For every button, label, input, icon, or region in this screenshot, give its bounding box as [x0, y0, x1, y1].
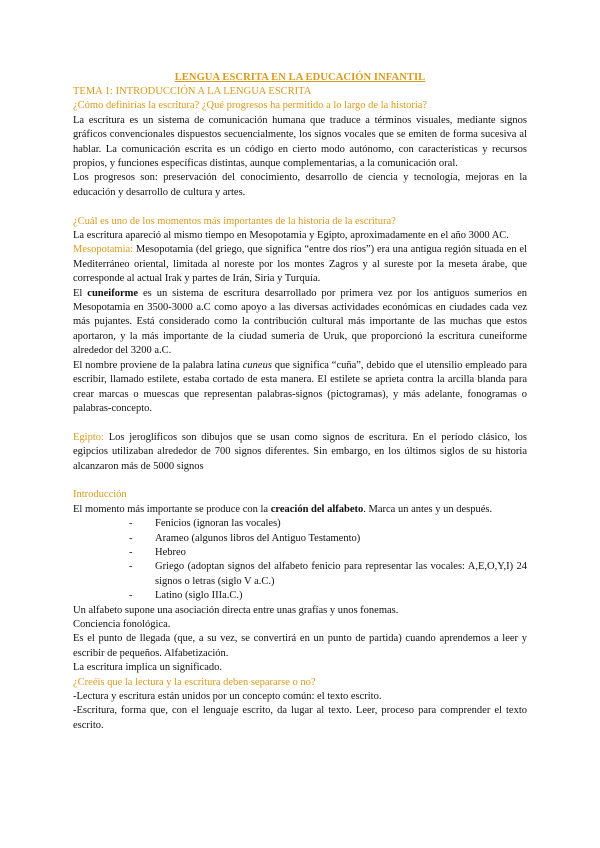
alphabet-term: creación del alfabeto	[270, 503, 364, 515]
paragraph-writing: -Escritura, forma que, con el lenguaje escrito, da lugar al texto. Leer, proceso para comprender el texto escrito.	[73, 705, 527, 731]
paragraph-reading: -Lectura y escritura están unidos por un concepto común: el texto escrito.	[73, 691, 382, 703]
intro-heading: Introducción	[73, 489, 127, 501]
paragraph-definition: La escritura es un sistema de comunicación humana que traduce a términos visuales, mediante signos gráficos convencionales dispuestos secuencialmente, los signos vocales que se emiten de forma sucesiva al hablar. La comunicación escrita es un código en cierto modo autónomo, con características y recursos propios, y funciones específicas distintas, aunque complementarias, a la comunicación oral.	[73, 114, 527, 170]
list-item: - Griego (adoptan signos del alfabeto fenicio para representar las vocales: A,E,O,Y,I) 24 signos o letras (siglo V a.C.)	[129, 561, 527, 587]
paragraph-cuneiform: El cuneiforme es un sistema de escritura desarrollado por primera vez por los antiguos sumerios en Mesopotamia en 3500-3000 a.C como apoyo a las diversas actividades económicas en ciudades cada vez más pujantes. Está considerado como la contribución cultural más importante de las muchas que estos aportaron, y la más importante de la ciudad sumeria de Uruk, que proporcionó la escritura cuneiforme alrededor del 3200 a.C.	[73, 287, 527, 357]
paragraph-progress: Los progresos son: preservación del conocimiento, desarrollo de ciencia y tecnología, mejoras en la educación y desarrollo de cultura y artes.	[73, 172, 527, 198]
document-title: LENGUA ESCRITA EN LA EDUCACIÓN INFANTIL	[174, 72, 426, 83]
paragraph-alphabet: El momento más importante se produce con la creación del alfabeto. Marca un antes y un después.	[73, 503, 493, 515]
alphabet-list	[73, 517, 527, 603]
question-3: ¿Creéis que la lectura y la escritura deben separarse o no?	[73, 676, 316, 688]
topic-heading: TEMA 1: INTRODUCCIÓN A LA LENGUA ESCRITA	[73, 86, 312, 97]
mesopotamia-label: Mesopotamia:	[73, 244, 134, 256]
cuneus-term: cuneus	[242, 359, 272, 371]
paragraph-mesopotamia	[73, 243, 527, 286]
mesopotamia-text: Mesopotamia (del griego, que significa “entre dos ríos”) era una antigua región situada en el Mediterráneo oriental, limitada al noreste por los montes Zagros y al sureste por la meseta árabe, que corresponde al actual Irak y partes de Irán, Siria y Turquía.	[73, 244, 527, 285]
paragraph-alphabet-def: Un alfabeto supone una asociación directa entre unas grafías y unos fonemas.	[73, 604, 399, 616]
egypt-label: Egipto:	[73, 431, 104, 443]
paragraph-phonological: Conciencia fonológica.	[73, 618, 171, 630]
list-item: - Fenicios (ignoran las vocales)	[129, 518, 281, 530]
paragraph-meaning: La escritura implica un significado.	[73, 662, 222, 674]
paragraph-name-origin: El nombre proviene de la palabra latina cuneus que significa “cuña”, debido que el utensilio empleado para escribir, llamado estilete, estaba cortado de esta manera. El estilete se aprieta contra la arcilla blanda para crear marcas o muescas que representan palabras-signos (pictogramas), y más adelante, fonogramas o palabras-concepto.	[73, 359, 527, 414]
paragraph-egypt	[73, 431, 527, 474]
list-item: - Hebreo	[129, 546, 186, 558]
question-2: ¿Cuál es uno de los momentos más importantes de la historia de la escritura?	[73, 215, 396, 227]
list-item: - Latino (siglo IIIa.C.)	[129, 590, 243, 602]
document-body	[73, 85, 527, 733]
paragraph-origin: La escritura apareció al mismo tiempo en Mesopotamia y Egipto, aproximadamente en el año 3000 AC.	[73, 230, 509, 242]
list-item: - Arameo (algunos libros del Antiguo Testamento)	[129, 532, 361, 544]
question-1: ¿Cómo definirías la escritura? ¿Qué progresos ha permitido a lo largo de la historia?	[73, 100, 428, 112]
paragraph-literacy: Es el punto de llegada (que, a su vez, se convertirá en un punto de partida) cuando aprendemos a leer y escribir de pequeños. Alfabetización.	[73, 633, 527, 659]
cuneiform-term: cuneiforme	[87, 287, 139, 299]
egypt-text: Los jeroglíficos son dibujos que se usan como signos de escritura. En el período clásico, los egipcios utilizaban alrededor de 700 signos diferentes. Sin embargo, en los últimos siglos de su historia alcanzaron más de 5000 signos	[73, 431, 527, 472]
